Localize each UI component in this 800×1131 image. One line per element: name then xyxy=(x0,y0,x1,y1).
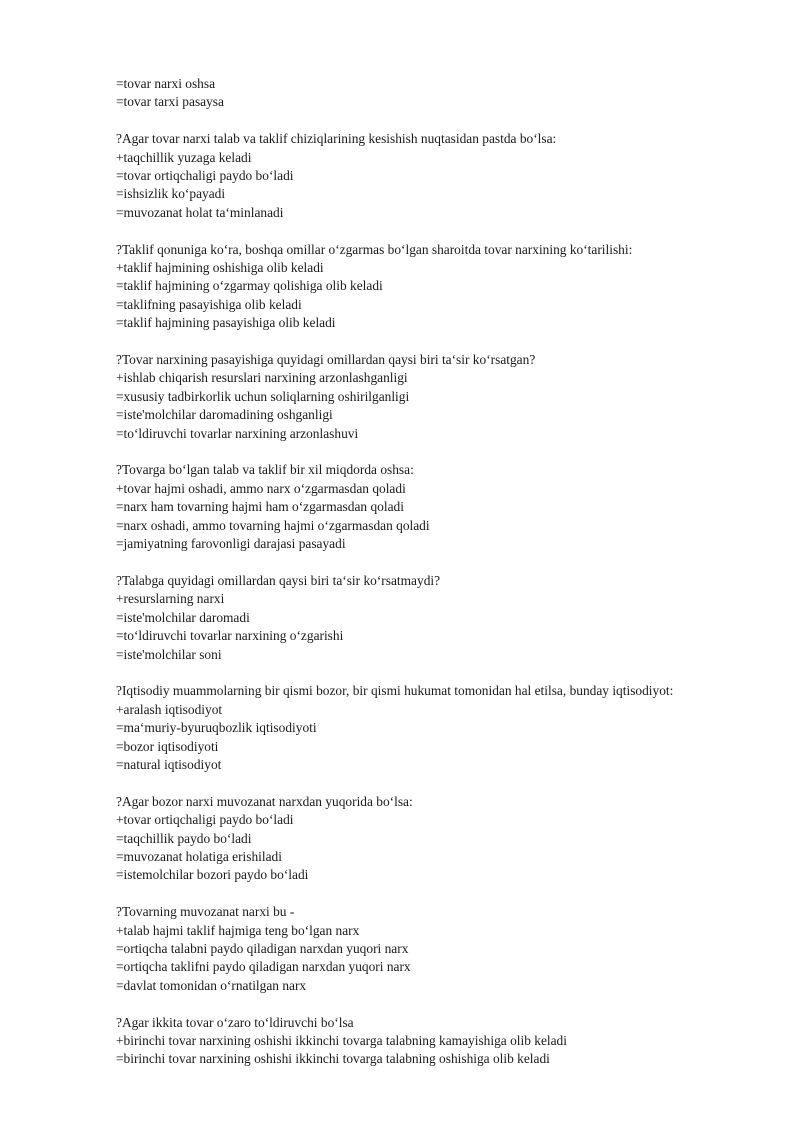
answer-option: =istemolchilar bozori paydo bo‘ladi xyxy=(116,867,309,883)
lead-answers xyxy=(116,75,776,112)
answer-option: +taklif hajmining oshishiga olib keladi xyxy=(116,260,324,276)
question-text: ?Talabga quyidagi omillardan qaysi biri ta‘sir ko‘rsatmaydi? xyxy=(116,572,441,588)
answer-option: =jamiyatning farovonligi darajasi pasayadi xyxy=(116,536,346,552)
question-text: ?Tovar narxining pasayishiga quyidagi omillardan qaysi biri ta‘sir ko‘rsatgan? xyxy=(116,352,536,368)
answer-option: =xususiy tadbirkorlik uchun soliqlarning oshirilganligi xyxy=(116,388,410,404)
answer-option: =ortiqcha taklifni paydo qiladigan narxdan yuqori narx xyxy=(116,959,411,975)
question-text: ?Agar ikkita tovar o‘zaro to‘ldiruvchi bo‘lsa xyxy=(116,1014,354,1030)
answer-option: =taklif hajmining o‘zgarmay qolishiga olib keladi xyxy=(116,278,383,294)
answer-option: =tovar tarxi pasaysa xyxy=(116,94,224,110)
answer-option: =ma‘muriy-byuruqbozlik iqtisodiyoti xyxy=(116,720,317,736)
answer-option: =muvozanat holatiga erishiladi xyxy=(116,848,282,864)
answer-option: +aralash iqtisodiyot xyxy=(116,701,223,717)
question-block xyxy=(116,130,776,222)
answer-option: =muvozanat holat ta‘minlanadi xyxy=(116,204,284,220)
answer-option: +talab hajmi taklif hajmiga teng bo‘lgan narx xyxy=(116,922,360,938)
document-body xyxy=(116,75,776,1087)
question-block xyxy=(116,461,776,553)
answer-option: =to‘ldiruvchi tovarlar narxining arzonlashuvi xyxy=(116,425,359,441)
answer-option: =to‘ldiruvchi tovarlar narxining o‘zgarishi xyxy=(116,628,344,644)
answer-option: =narx ham tovarning hajmi ham o‘zgarmasdan qoladi xyxy=(116,499,404,515)
answer-option: +taqchillik yuzaga keladi xyxy=(116,149,252,165)
answer-option: =birinchi tovar narxining oshishi ikkinchi tovarga talabning oshishiga olib keladi xyxy=(116,1051,550,1067)
answer-option: =iste'molchilar daromadi xyxy=(116,609,250,625)
answer-option: =iste'molchilar soni xyxy=(116,646,222,662)
answer-option: =iste'molchilar daromadining oshganligi xyxy=(116,407,333,423)
answer-option: =tovar ortiqchaligi paydo bo‘ladi xyxy=(116,168,294,184)
answer-option: =taqchillik paydo bo‘ladi xyxy=(116,830,252,846)
question-text: ?Taklif qonuniga ko‘ra, boshqa omillar o‘zgarmas bo‘lgan sharoitda tovar narxining ko‘tarilishi: xyxy=(116,241,633,257)
answer-option: =narx oshadi, ammo tovarning hajmi o‘zgarmasdan qoladi xyxy=(116,517,430,533)
question-block xyxy=(116,793,776,885)
question-block xyxy=(116,241,776,333)
question-text: ?Agar bozor narxi muvozanat narxdan yuqorida bo‘lsa: xyxy=(116,793,413,809)
answer-option: +tovar ortiqchaligi paydo bo‘ladi xyxy=(116,812,294,828)
answer-option: =ishsizlik ko‘payadi xyxy=(116,186,226,202)
answer-option: =tovar narxi oshsa xyxy=(116,76,216,91)
question-text: ?Tovarning muvozanat narxi bu - xyxy=(116,904,295,920)
question-block xyxy=(116,682,776,774)
question-text: ?Iqtisodiy muammolarning bir qismi bozor, bir qismi hukumat tomonidan hal etilsa, bunday iqtisodiyot: xyxy=(116,683,674,699)
answer-option: =bozor iqtisodiyoti xyxy=(116,738,219,754)
answer-option: +birinchi tovar narxining oshishi ikkinchi tovarga talabning kamayishiga olib keladi xyxy=(116,1032,567,1048)
question-text: ?Tovarga bo‘lgan talab va taklif bir xil miqdorda oshsa: xyxy=(116,462,414,478)
question-block xyxy=(116,572,776,664)
answer-option: =taklif hajmining pasayishiga olib keladi xyxy=(116,315,336,331)
answer-option: =ortiqcha talabni paydo qiladigan narxdan yuqori narx xyxy=(116,940,409,956)
answer-option: +resurslarning narxi xyxy=(116,591,225,607)
question-block xyxy=(116,1014,776,1069)
answer-option: =natural iqtisodiyot xyxy=(116,756,222,772)
answer-option: +tovar hajmi oshadi, ammo narx o‘zgarmasdan qoladi xyxy=(116,480,406,496)
question-block xyxy=(116,903,776,995)
question-block xyxy=(116,351,776,443)
question-text: ?Agar tovar narxi talab va taklif chiziqlarining kesishish nuqtasidan pastda bo‘lsa: xyxy=(116,131,557,147)
answer-option: +ishlab chiqarish resurslari narxining arzonlashganligi xyxy=(116,370,408,386)
answer-option: =davlat tomonidan o‘rnatilgan narx xyxy=(116,977,307,993)
answer-option: =taklifning pasayishiga olib keladi xyxy=(116,296,302,312)
